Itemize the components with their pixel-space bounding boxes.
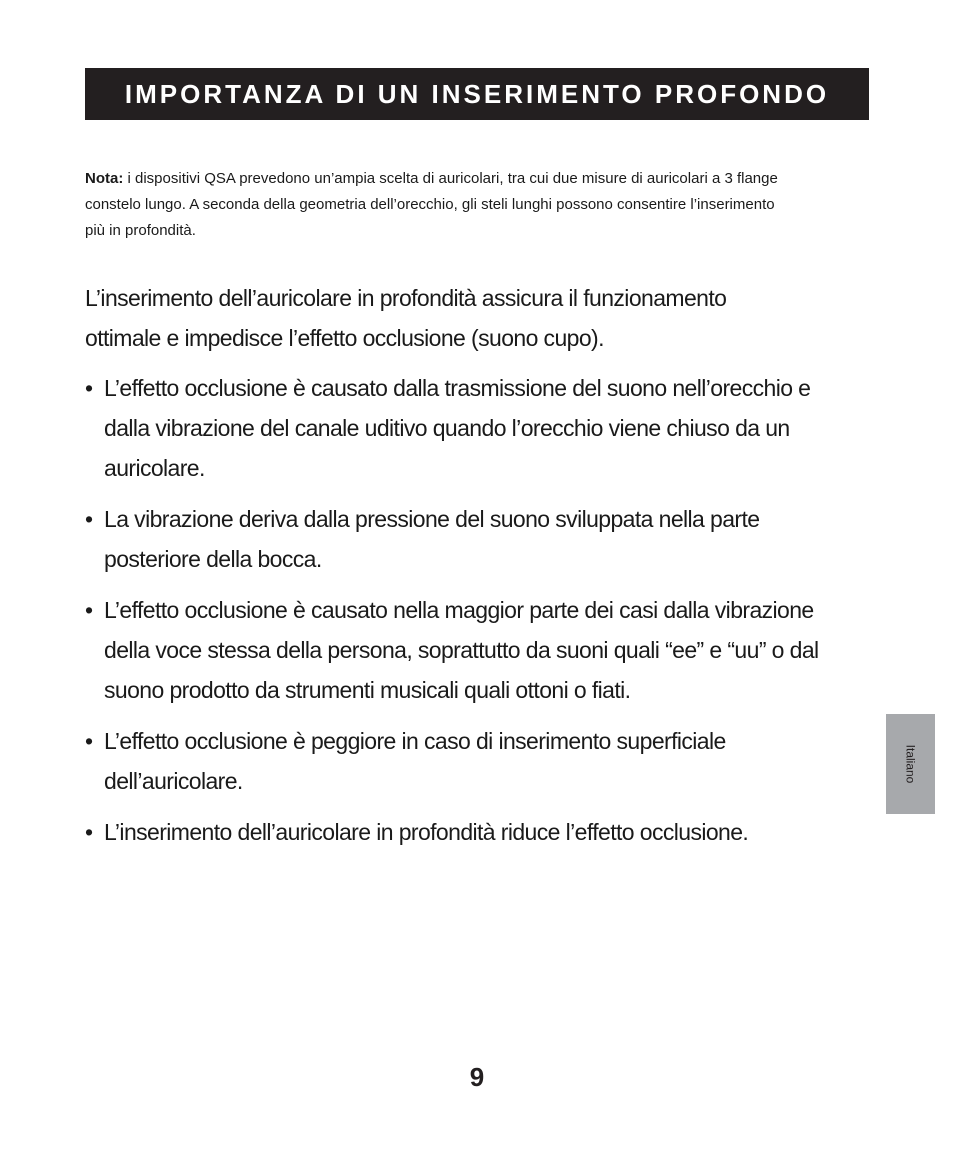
bullet-marker: • xyxy=(85,375,93,401)
bullet-marker: • xyxy=(85,506,93,532)
list-item-text: L’effetto occlusione è peggiore in caso di inserimento superficiale dell’auricolare. xyxy=(104,728,726,794)
section-header-bar xyxy=(85,68,869,120)
bullet-list xyxy=(85,368,825,863)
list-item-text: L’inserimento dell’auricolare in profondità riduce l’effetto occlusione. xyxy=(104,819,749,845)
language-tab-label: Italiano xyxy=(903,744,918,784)
list-item xyxy=(85,499,825,579)
list-item-text: L’effetto occlusione è causato nella maggior parte dei casi dalla vibrazione della voce stessa della persona, soprattutto da suoni quali “ee” e “uu” o dal suono prodotto da strumenti musicali quali ottoni o fiati. xyxy=(104,597,819,703)
language-tab xyxy=(886,714,935,814)
list-item xyxy=(85,812,825,852)
note-text: i dispositivi QSA prevedono un’ampia scelta di auricolari, tra cui due misure di auricolari a 3 flange constelo lungo. A seconda della geometria dell’orecchio, gli steli lunghi possono consentire l’inserimento più in profondità. xyxy=(85,170,778,239)
note-paragraph xyxy=(85,166,785,244)
list-item xyxy=(85,590,825,710)
note-label: Nota: xyxy=(85,170,124,187)
bullet-marker: • xyxy=(85,728,93,754)
bullet-marker: • xyxy=(85,597,93,623)
list-item-text: La vibrazione deriva dalla pressione del suono sviluppata nella parte posteriore della bocca. xyxy=(104,506,760,572)
list-item xyxy=(85,368,825,488)
intro-paragraph: L’inserimento dell’auricolare in profondità assicura il funzionamento ottimale e impedisce l’effetto occlusione (suono cupo). xyxy=(85,285,727,351)
list-item xyxy=(85,721,825,801)
bullet-marker: • xyxy=(85,819,93,845)
list-item-text: L’effetto occlusione è causato dalla trasmissione del suono nell’orecchio e dalla vibrazione del canale uditivo quando l’orecchio viene chiuso da un auricolare. xyxy=(104,375,811,481)
page-number: 9 xyxy=(469,1062,485,1092)
section-title: IMPORTANZA DI UN INSERIMENTO PROFONDO xyxy=(124,78,830,109)
